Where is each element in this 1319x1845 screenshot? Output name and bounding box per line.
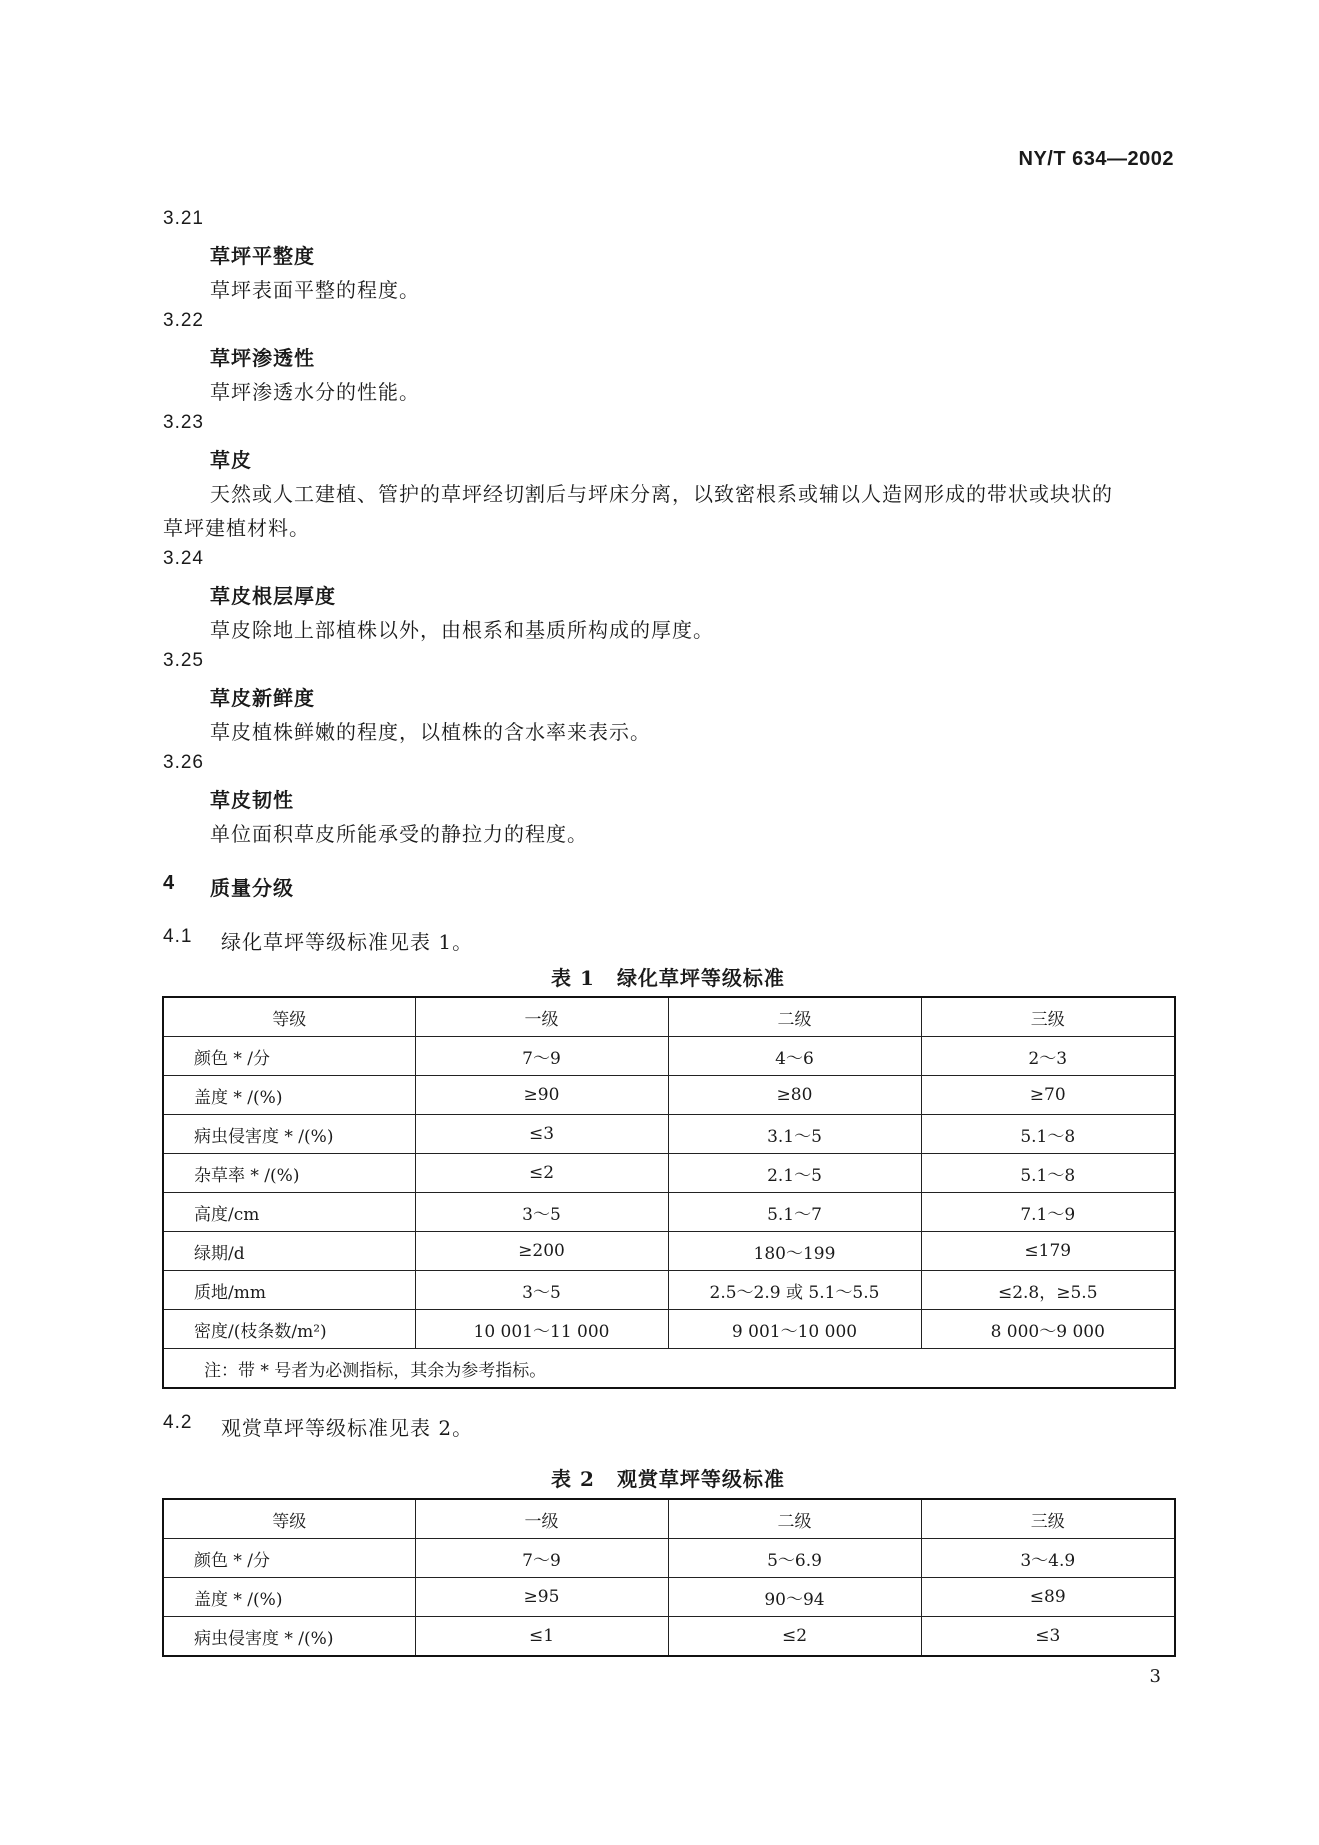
table-lawn-grade-green <box>162 996 1176 1389</box>
term-definition: 天然或人工建植、管护的草坪经切割后与坪床分离，以致密根系或辅以人造网形成的带状或块状的 <box>210 482 1113 506</box>
term-definition: 草坪渗透水分的性能。 <box>210 380 420 404</box>
term-definition: 单位面积草皮所能承受的静拉力的程度。 <box>210 822 588 846</box>
clause-text: 绿化草坪等级标准见表 1。 <box>221 930 474 954</box>
header-cell: 一级 <box>415 1499 668 1539</box>
table-cell: 180～199 <box>668 1232 921 1271</box>
table-cell: 密度/(枝条数/m²) <box>163 1310 415 1349</box>
term-title: 草皮 <box>210 448 252 472</box>
clause-number: 3.25 <box>163 650 204 671</box>
table-row <box>163 1271 1175 1310</box>
table-cell: ≥80 <box>668 1076 921 1115</box>
term-title: 草皮韧性 <box>210 788 294 812</box>
table-caption-number: 表 1 <box>551 966 595 990</box>
table-cell: ≤89 <box>921 1578 1175 1617</box>
table-row <box>163 1154 1175 1193</box>
clause-number: 3.23 <box>163 412 204 433</box>
table-cell: 质地/mm <box>163 1271 415 1310</box>
table-note-row <box>163 1349 1175 1389</box>
table-note: 注：带 * 号者为必测指标，其余为参考指标。 <box>163 1349 1175 1389</box>
table-cell: ≥90 <box>415 1076 668 1115</box>
section-title: 质量分级 <box>210 876 294 900</box>
table-cell: ≤2 <box>668 1617 921 1657</box>
table-header-row <box>163 1499 1175 1539</box>
table-lawn-grade-ornamental <box>162 1498 1176 1657</box>
term-title: 草坪平整度 <box>210 244 315 268</box>
table-cell: ≥95 <box>415 1578 668 1617</box>
header-cell: 三级 <box>921 1499 1175 1539</box>
table-cell: 盖度 * /(%) <box>163 1076 415 1115</box>
clause-number: 3.22 <box>163 310 204 331</box>
table-cell: 7.1～9 <box>921 1193 1175 1232</box>
header-cell: 二级 <box>668 1499 921 1539</box>
table-cell: 8 000～9 000 <box>921 1310 1175 1349</box>
clause-number: 4.2 <box>163 1412 193 1433</box>
table-row <box>163 1037 1175 1076</box>
table-cell: ≤3 <box>921 1617 1175 1657</box>
table-cell: ≤179 <box>921 1232 1175 1271</box>
table-cell: 90～94 <box>668 1578 921 1617</box>
table-row <box>163 1578 1175 1617</box>
table-cell: 7～9 <box>415 1037 668 1076</box>
table-caption <box>163 962 1173 991</box>
table-caption-title: 绿化草坪等级标准 <box>616 966 785 990</box>
clause-number: 3.26 <box>163 752 204 773</box>
table-cell: 9 001～10 000 <box>668 1310 921 1349</box>
table-cell: ≤1 <box>415 1617 668 1657</box>
table-cell: 杂草率 * /(%) <box>163 1154 415 1193</box>
table-cell: 4～6 <box>668 1037 921 1076</box>
term-definition-continued: 草坪建植材料。 <box>163 516 310 540</box>
term-title: 草皮根层厚度 <box>210 584 336 608</box>
table-cell: 3～5 <box>415 1193 668 1232</box>
table-row <box>163 1193 1175 1232</box>
clause-number: 3.24 <box>163 548 204 569</box>
table-header-row <box>163 997 1175 1037</box>
table-cell: 3.1～5 <box>668 1115 921 1154</box>
term-title: 草皮新鲜度 <box>210 686 315 710</box>
term-definition: 草皮植株鲜嫩的程度，以植株的含水率来表示。 <box>210 720 651 744</box>
table-cell: 2.5～2.9 或 5.1～5.5 <box>668 1271 921 1310</box>
header-cell: 等级 <box>163 1499 415 1539</box>
table-cell: 7～9 <box>415 1539 668 1578</box>
table-cell: 5～6.9 <box>668 1539 921 1578</box>
table-cell: 盖度 * /(%) <box>163 1578 415 1617</box>
table-row <box>163 1310 1175 1349</box>
table-row <box>163 1115 1175 1154</box>
table-cell: 5.1～8 <box>921 1154 1175 1193</box>
table-cell: 3～5 <box>415 1271 668 1310</box>
table-cell: 2～3 <box>921 1037 1175 1076</box>
table-caption-number: 表 2 <box>551 1467 595 1491</box>
table-row <box>163 1232 1175 1271</box>
header-cell: 一级 <box>415 997 668 1037</box>
table-cell: 5.1～7 <box>668 1193 921 1232</box>
header-cell: 三级 <box>921 997 1175 1037</box>
table-cell: 颜色 * /分 <box>163 1037 415 1076</box>
table-cell: 3～4.9 <box>921 1539 1175 1578</box>
table-cell: ≤2.8，≥5.5 <box>921 1271 1175 1310</box>
table-caption-title: 观赏草坪等级标准 <box>616 1467 785 1491</box>
term-title: 草坪渗透性 <box>210 346 315 370</box>
table-row <box>163 1539 1175 1578</box>
table-cell: 颜色 * /分 <box>163 1539 415 1578</box>
term-definition: 草皮除地上部植株以外，由根系和基质所构成的厚度。 <box>210 618 714 642</box>
table-cell: ≥70 <box>921 1076 1175 1115</box>
clause-text: 观赏草坪等级标准见表 2。 <box>221 1416 474 1440</box>
table-cell: ≥200 <box>415 1232 668 1271</box>
table-cell: 2.1～5 <box>668 1154 921 1193</box>
table-cell: 病虫侵害度 * /(%) <box>163 1115 415 1154</box>
table-cell: ≤3 <box>415 1115 668 1154</box>
table-cell: 绿期/d <box>163 1232 415 1271</box>
table-cell: ≤2 <box>415 1154 668 1193</box>
clause-number: 4.1 <box>163 926 193 947</box>
header-cell: 等级 <box>163 997 415 1037</box>
table-cell: 5.1～8 <box>921 1115 1175 1154</box>
page-number: 3 <box>1149 1666 1161 1687</box>
clause-number: 3.21 <box>163 208 204 229</box>
term-definition: 草坪表面平整的程度。 <box>210 278 420 302</box>
section-number: 4 <box>163 872 175 894</box>
table-cell: 高度/cm <box>163 1193 415 1232</box>
table-row <box>163 1076 1175 1115</box>
table-cell: 病虫侵害度 * /(%) <box>163 1617 415 1657</box>
table-caption <box>163 1463 1173 1492</box>
table-cell: 10 001～11 000 <box>415 1310 668 1349</box>
table-row <box>163 1617 1175 1657</box>
header-cell: 二级 <box>668 997 921 1037</box>
standard-code: NY/T 634—2002 <box>1018 148 1174 170</box>
